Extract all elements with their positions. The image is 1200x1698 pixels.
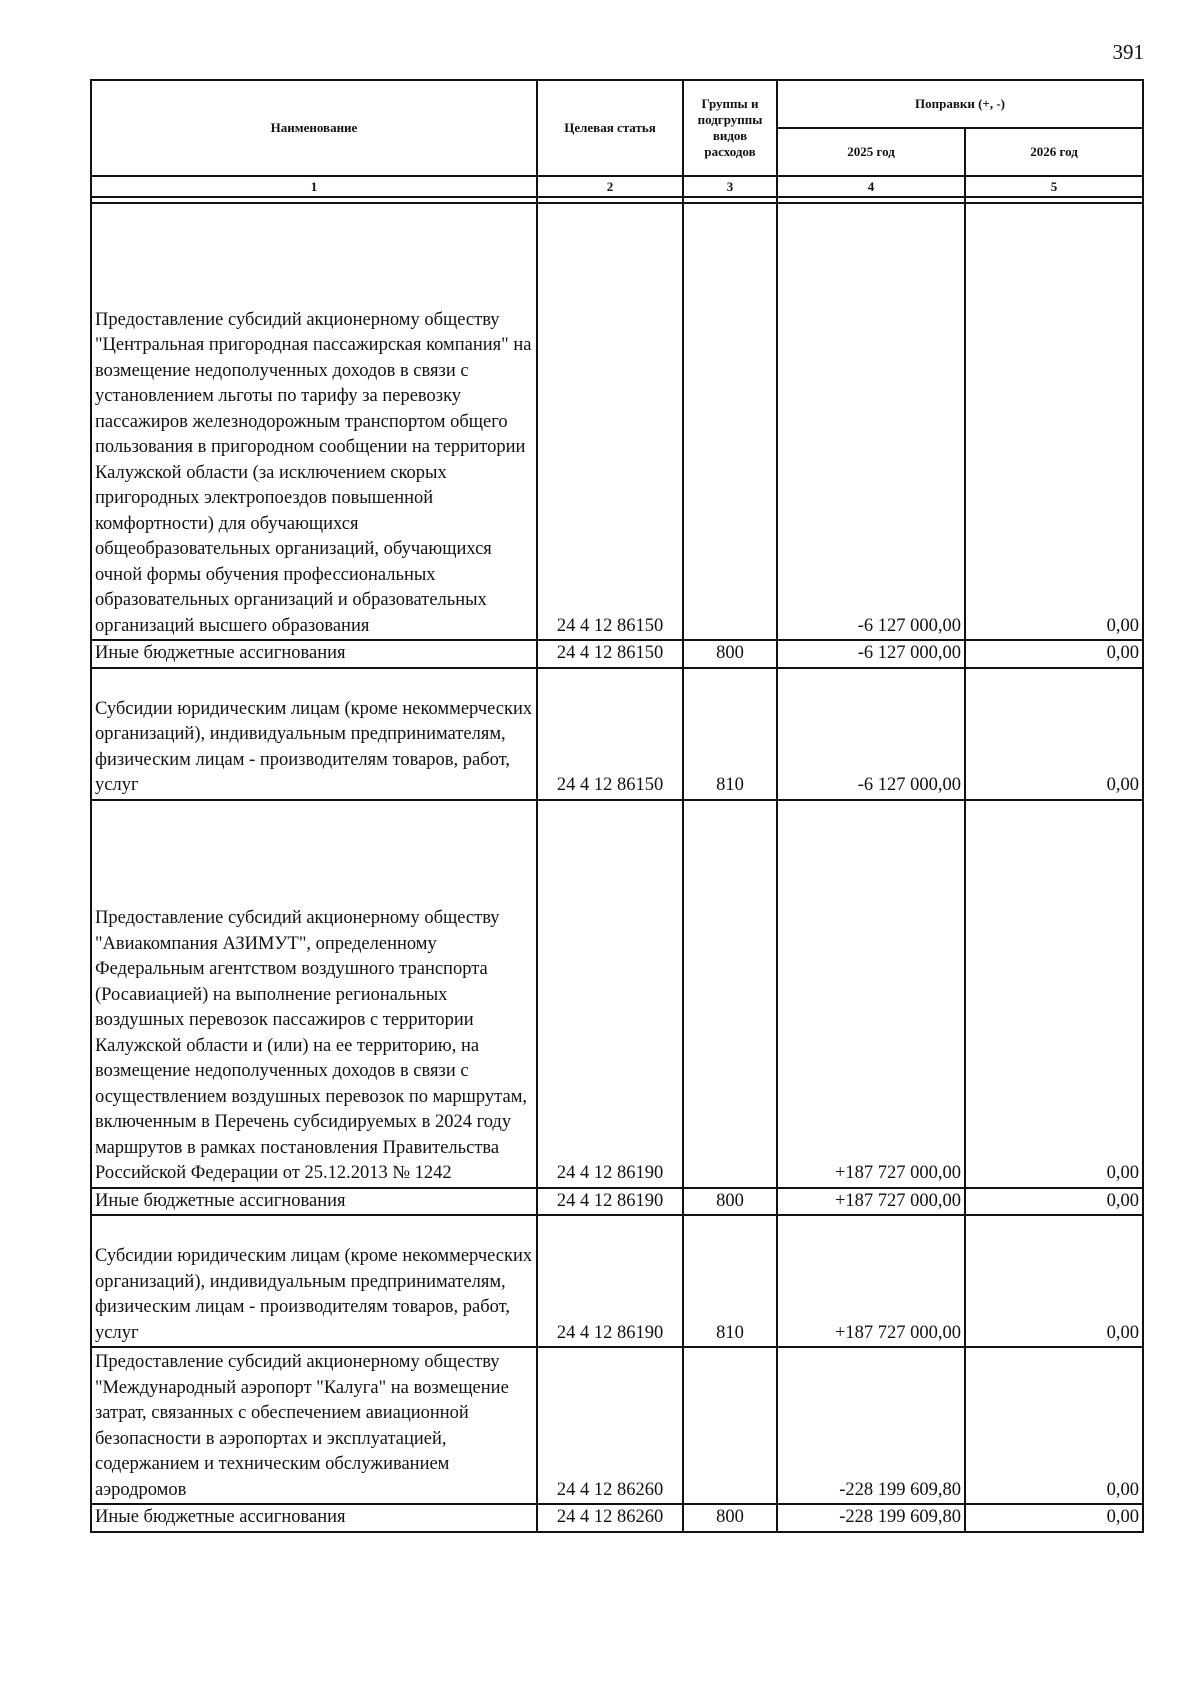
row-expense-group bbox=[683, 800, 777, 1188]
column-number: 2 bbox=[537, 176, 683, 197]
budget-table bbox=[90, 79, 1144, 1533]
table-row bbox=[91, 800, 1143, 1188]
row-amount-2026: 0,00 bbox=[965, 1215, 1143, 1347]
row-amount-2025: -6 127 000,00 bbox=[777, 203, 965, 640]
table-row bbox=[91, 1215, 1143, 1347]
row-amount-2025: -228 199 609,80 bbox=[777, 1347, 965, 1504]
page-number: 391 bbox=[1112, 40, 1144, 64]
column-number: 4 bbox=[777, 176, 965, 197]
row-amount-2026: 0,00 bbox=[965, 1347, 1143, 1504]
row-amount-2026: 0,00 bbox=[965, 800, 1143, 1188]
row-expense-group: 800 bbox=[683, 1504, 777, 1532]
row-target-code: 24 4 12 86150 bbox=[537, 668, 683, 800]
table-row bbox=[91, 203, 1143, 640]
row-expense-group: 810 bbox=[683, 1215, 777, 1347]
row-target-code: 24 4 12 86190 bbox=[537, 800, 683, 1188]
table-row bbox=[91, 1188, 1143, 1216]
header-target: Целевая статья bbox=[537, 80, 683, 176]
row-name: Предоставление субсидий акционерному обществу "Центральная пригородная пассажирская компания" на возмещение недополученных доходов в связи с установлением льготы по тарифу за перевозку пассажиров железнодорожным транспортом общего пользования в пригородном сообщении на территории Калужской области (за исключением скорых пригородных электропоездов повышенной комфортности) для обучающихся общеобразовательных организаций, обучающихся очной формы обучения профессиональных образовательных организаций и образовательных организаций высшего образования bbox=[91, 203, 537, 640]
header-amendments: Поправки (+, -) bbox=[777, 80, 1143, 128]
row-amount-2026: 0,00 bbox=[965, 640, 1143, 668]
table-row bbox=[91, 640, 1143, 668]
row-name: Субсидии юридическим лицам (кроме некоммерческих организаций), индивидуальным предпринимателям, физическим лицам - производителям товаров, работ, услуг bbox=[91, 1215, 537, 1347]
row-target-code: 24 4 12 86260 bbox=[537, 1504, 683, 1532]
row-name: Предоставление субсидий акционерному обществу "Авиакомпания АЗИМУТ", определенному Федеральным агентством воздушного транспорта (Росавиацией) на выполнение региональных воздушных перевозок пассажиров с территории Калужской области и (или) на ее территорию, на возмещение недополученных доходов в связи с осуществлением воздушных перевозок по маршрутам, включенным в Перечень субсидируемых в 2024 году маршрутов в рамках постановления Правительства Российской Федерации от 25.12.2013 № 1242 bbox=[91, 800, 537, 1188]
row-amount-2025: -6 127 000,00 bbox=[777, 668, 965, 800]
header-year-2026: 2026 год bbox=[965, 128, 1143, 176]
row-expense-group: 800 bbox=[683, 640, 777, 668]
row-target-code: 24 4 12 86150 bbox=[537, 640, 683, 668]
row-amount-2026: 0,00 bbox=[965, 668, 1143, 800]
row-name: Иные бюджетные ассигнования bbox=[91, 1504, 537, 1532]
row-amount-2026: 0,00 bbox=[965, 1504, 1143, 1532]
row-amount-2025: -228 199 609,80 bbox=[777, 1504, 965, 1532]
column-numbers-row bbox=[91, 176, 1143, 197]
row-name: Субсидии юридическим лицам (кроме некоммерческих организаций), индивидуальным предпринимателям, физическим лицам - производителям товаров, работ, услуг bbox=[91, 668, 537, 800]
header-groups: Группы и подгруппы видов расходов bbox=[683, 80, 777, 176]
row-name: Предоставление субсидий акционерному обществу "Международный аэропорт "Калуга" на возмещение затрат, связанных с обеспечением авиационной безопасности в аэропортах и эксплуатацией, содержанием и техническим обслуживанием аэродромов bbox=[91, 1347, 537, 1504]
row-name: Иные бюджетные ассигнования bbox=[91, 1188, 537, 1216]
row-target-code: 24 4 12 86190 bbox=[537, 1215, 683, 1347]
row-amount-2026: 0,00 bbox=[965, 203, 1143, 640]
row-target-code: 24 4 12 86190 bbox=[537, 1188, 683, 1216]
column-number: 1 bbox=[91, 176, 537, 197]
row-amount-2025: -6 127 000,00 bbox=[777, 640, 965, 668]
table-row bbox=[91, 1504, 1143, 1532]
header-year-2025: 2025 год bbox=[777, 128, 965, 176]
column-number: 3 bbox=[683, 176, 777, 197]
header-name: Наименование bbox=[91, 80, 537, 176]
column-number: 5 bbox=[965, 176, 1143, 197]
row-amount-2025: +187 727 000,00 bbox=[777, 1215, 965, 1347]
row-expense-group bbox=[683, 203, 777, 640]
row-amount-2025: +187 727 000,00 bbox=[777, 800, 965, 1188]
row-expense-group bbox=[683, 1347, 777, 1504]
row-target-code: 24 4 12 86260 bbox=[537, 1347, 683, 1504]
row-amount-2025: +187 727 000,00 bbox=[777, 1188, 965, 1216]
row-expense-group: 800 bbox=[683, 1188, 777, 1216]
row-target-code: 24 4 12 86150 bbox=[537, 203, 683, 640]
row-amount-2026: 0,00 bbox=[965, 1188, 1143, 1216]
table-row bbox=[91, 1347, 1143, 1504]
row-expense-group: 810 bbox=[683, 668, 777, 800]
table-row bbox=[91, 668, 1143, 800]
row-name: Иные бюджетные ассигнования bbox=[91, 640, 537, 668]
